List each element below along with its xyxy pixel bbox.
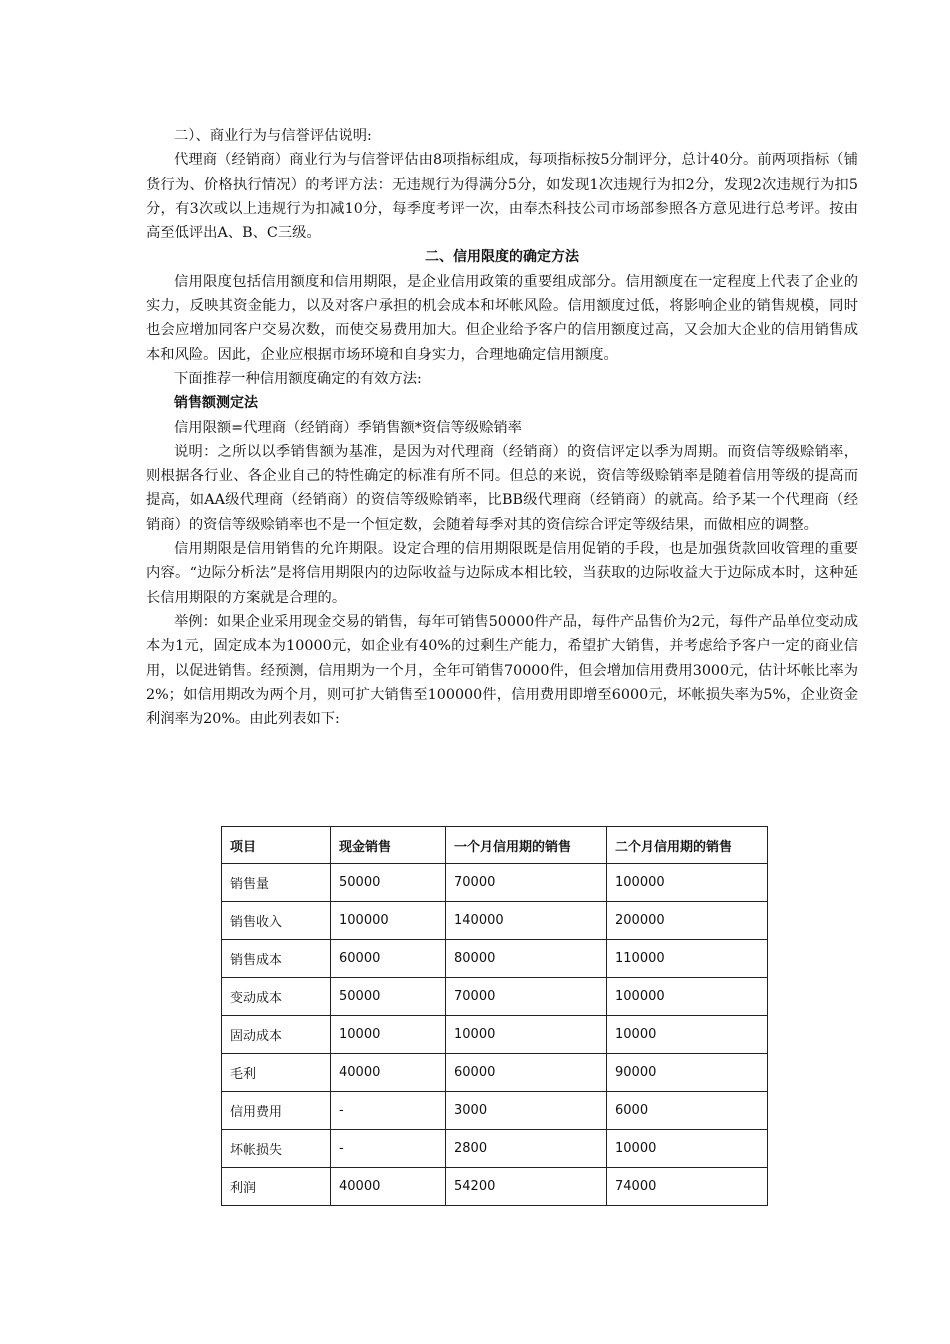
table-cell: 销售成本 xyxy=(222,940,331,978)
table-row xyxy=(222,902,768,940)
table-cell: 利润 xyxy=(222,1168,331,1206)
table-header: 项目 xyxy=(222,827,331,864)
table-header: 现金销售 xyxy=(331,827,446,864)
table-cell: 毛利 xyxy=(222,1054,331,1092)
table-cell: 2800 xyxy=(446,1130,607,1168)
formula: 信用限额=代理商（经销商）季销售额*资信等级赊销率 xyxy=(174,419,522,436)
table-cell: 10000 xyxy=(607,1130,768,1168)
table-cell: 50000 xyxy=(331,864,446,902)
table-cell: 70000 xyxy=(446,864,607,902)
table-header: 二个月信用期的销售 xyxy=(607,827,768,864)
table-header: 一个月信用期的销售 xyxy=(446,827,607,864)
table-cell: 固动成本 xyxy=(222,1016,331,1054)
table-cell: 3000 xyxy=(446,1092,607,1130)
table-cell: 40000 xyxy=(331,1054,446,1092)
table-cell: 10000 xyxy=(607,1016,768,1054)
table-row xyxy=(222,1168,768,1206)
table-cell: 140000 xyxy=(446,902,607,940)
table-cell: 40000 xyxy=(331,1168,446,1206)
table-cell: 信用费用 xyxy=(222,1092,331,1130)
paragraph-example: 举例：如果企业采用现金交易的销售，每年可销售50000件产品，每件产品售价为2元，每件产品单位变动成本为1元，固定成本为10000元，如企业有40%的过剩生产能力，希望扩大销售，并考虑给予客户一定的商业信用，以促进销售。经预测，信用期为一个月，全年可销售70000件，但会增加信用费用3000元，估计坏帐比率为2%；如信用期改为两个月，则可扩大销售至100000件，信用费用即增至6000元，坏帐损失率为5%，企业资金利润率为20%。由此列表如下: xyxy=(146,613,858,728)
table-cell: 200000 xyxy=(607,902,768,940)
table-cell: 90000 xyxy=(607,1054,768,1092)
table-row xyxy=(222,864,768,902)
table-cell: 10000 xyxy=(446,1016,607,1054)
table-cell: 销售收入 xyxy=(222,902,331,940)
document-body xyxy=(146,124,858,731)
table-cell: 80000 xyxy=(446,940,607,978)
table-row xyxy=(222,940,768,978)
section-note-body: 代理商（经销商）商业行为与信誉评估由8项指标组成，每项指标按5分制评分，总计40分。前两项指标（铺货行为、价格执行情况）的考评方法：无违规行为得满分5分，如发现1次违规行为扣2分，发现2次违规行为扣5分，有3次或以上违规行为扣减10分，每季度考评一次，由奉杰科技公司市场部参照各方意见进行总考评。按由高至低评出A、B、C三级。 xyxy=(146,152,858,242)
table-cell: 100000 xyxy=(331,902,446,940)
table-cell: 50000 xyxy=(331,978,446,1016)
table-cell: - xyxy=(331,1092,446,1130)
table-row xyxy=(222,1092,768,1130)
table-cell: 坏帐损失 xyxy=(222,1130,331,1168)
section-note-title: 二）、商业行为与信誉评估说明: xyxy=(174,128,372,144)
method-title: 销售额测定法 xyxy=(174,395,258,412)
paragraph-credit-period: 信用期限是信用销售的允许期限。设定合理的信用期限既是信用促销的手段，也是加强货款回收管理的重要内容。“边际分析法”是将信用期限内的边际收益与边际成本相比较，当获取的边际收益大于边际成本时，这种延长信用期限的方案就是合理的。 xyxy=(146,541,858,606)
table-row xyxy=(222,978,768,1016)
table-row xyxy=(222,1130,768,1168)
table-cell: 60000 xyxy=(446,1054,607,1092)
table-cell: 60000 xyxy=(331,940,446,978)
table-cell: 74000 xyxy=(607,1168,768,1206)
table-cell: 6000 xyxy=(607,1092,768,1130)
table-cell: 销售量 xyxy=(222,864,331,902)
table-cell: 70000 xyxy=(446,978,607,1016)
sales-comparison-table xyxy=(221,826,768,1206)
paragraph-explanation: 说明：之所以以季销售额为基准，是因为对代理商（经销商）的资信评定以季为周期。而资信等级赊销率，则根据各行业、各企业自己的特性确定的标准有所不同。但总的来说，资信等级赊销率是随着信用等级的提高而提高，如AA级代理商（经销商）的资信等级赊销率，比BB级代理商（经销商）的就高。给予某一个代理商（经销商）的资信等级赊销率也不是一个恒定数，会随着每季对其的资信综合评定等级结果，而做相应的调整。 xyxy=(146,443,858,533)
table-cell: 100000 xyxy=(607,864,768,902)
section-heading: 二、信用限度的确定方法 xyxy=(425,249,579,266)
table-cell: 110000 xyxy=(607,940,768,978)
table-header-row xyxy=(222,827,768,864)
table-row xyxy=(222,1054,768,1092)
paragraph-credit-limit: 信用限度包括信用额度和信用期限，是企业信用政策的重要组成部分。信用额度在一定程度上代表了企业的实力，反映其资金能力，以及对客户承担的机会成本和坏帐风险。信用额度过低，将影响企业的销售规模，同时也会应增加同客户交易次数，而使交易费用加大。但企业给予客户的信用额度过高，又会加大企业的信用销售成本和风险。因此，企业应根据市场环境和自身实力，合理地确定信用额度。 xyxy=(146,273,858,363)
paragraph-method-intro: 下面推荐一种信用额度确定的有效方法: xyxy=(174,370,422,387)
table-cell: 10000 xyxy=(331,1016,446,1054)
table-cell: 100000 xyxy=(607,978,768,1016)
table-cell: 54200 xyxy=(446,1168,607,1206)
table-cell: - xyxy=(331,1130,446,1168)
table-row xyxy=(222,1016,768,1054)
table-cell: 变动成本 xyxy=(222,978,331,1016)
